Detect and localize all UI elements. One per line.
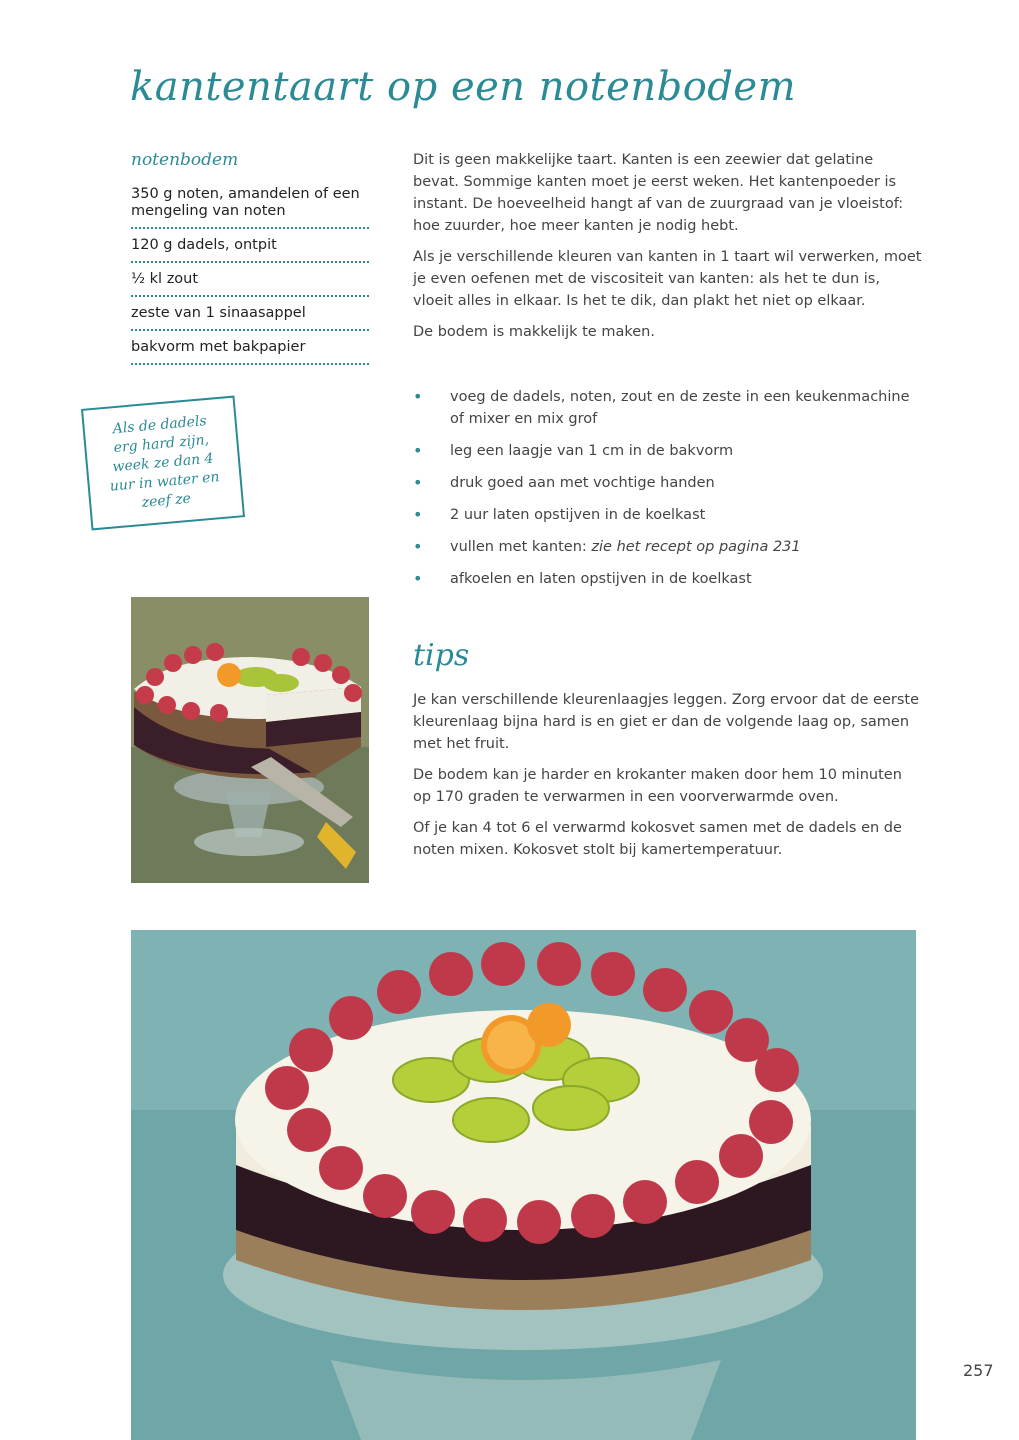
tips-text: [413, 689, 923, 870]
intro-paragraph: Dit is geen makkelijke taart. Kanten is een zeewier dat gelatine bevat. Sommige kanten moet je eerst weken. Het kantenpoeder is instant. De hoeveelheid hangt af van de zuurgraad van je vloeistof: hoe zuurder, hoe meer kanten je nodig hebt.: [413, 152, 904, 234]
step-item: [413, 386, 923, 430]
page-number: 257: [963, 1361, 994, 1380]
cake-photo: [131, 930, 916, 1440]
step-item: [413, 568, 923, 590]
step-item: [413, 440, 923, 462]
bullet-icon: •: [413, 387, 423, 406]
step-item: [413, 504, 923, 526]
tip-note-text: Als de dadels erg hard zijn, week ze dan 4 uur in water en zeef ze: [109, 412, 221, 511]
ingredients-list: [131, 186, 369, 373]
cake-slice-photo: [131, 597, 369, 883]
ingredient-item: 350 g noten, amandelen of een mengeling van noten: [131, 186, 369, 229]
step-text: druk goed aan met vochtige handen: [450, 475, 715, 491]
step-text: vullen met kanten:: [450, 539, 592, 555]
ingredients-heading: notenbodem: [131, 150, 239, 170]
ingredient-item: ½ kl zout: [131, 271, 369, 297]
bullet-icon: •: [413, 473, 423, 492]
tip-note-card: [81, 396, 245, 531]
bullet-icon: •: [413, 505, 423, 524]
intro-text: [413, 149, 923, 352]
step-text: 2 uur laten opstijven in de koelkast: [450, 507, 706, 523]
bullet-icon: •: [413, 537, 423, 556]
tips-heading: tips: [413, 638, 470, 673]
ingredient-item: 120 g dadels, ontpit: [131, 237, 369, 263]
step-text: voeg de dadels, noten, zout en de zeste in een keukenmachine of mixer en mix grof: [450, 389, 910, 427]
intro-paragraph: De bodem is makkelijk te maken.: [413, 324, 655, 340]
tips-paragraph: De bodem kan je harder en krokanter maken door hem 10 minuten op 170 graden te verwarmen in een voorverwarmde oven.: [413, 767, 902, 805]
step-text: afkoelen en laten opstijven in de koelkast: [450, 571, 752, 587]
bullet-icon: •: [413, 441, 423, 460]
ingredient-item: zeste van 1 sinaasappel: [131, 305, 369, 331]
bullet-icon: •: [413, 569, 423, 588]
step-item: [413, 536, 923, 558]
ingredient-item: bakvorm met bakpapier: [131, 339, 369, 365]
page-title: kantentaart op een notenbodem: [130, 64, 797, 110]
tips-paragraph: Of je kan 4 tot 6 el verwarmd kokosvet samen met de dadels en de noten mixen. Kokosvet stolt bij kamertemperatuur.: [413, 820, 902, 858]
tips-paragraph: Je kan verschillende kleurenlaagjes leggen. Zorg ervoor dat de eerste kleurenlaag bijna hard is en giet er dan de volgende laag op, samen met het fruit.: [413, 692, 920, 752]
step-text: leg een laagje van 1 cm in de bakvorm: [450, 443, 734, 459]
intro-paragraph: Als je verschillende kleuren van kanten in 1 taart wil verwerken, moet je even oefenen met de viscositeit van kanten: als het te dun is, vloeit alles in elkaar. Is het te dik, dan plakt het niet op elkaar.: [413, 249, 922, 309]
page-reference: zie het recept op pagina 231: [591, 539, 801, 555]
steps-list: [413, 386, 923, 600]
step-item: [413, 472, 923, 494]
